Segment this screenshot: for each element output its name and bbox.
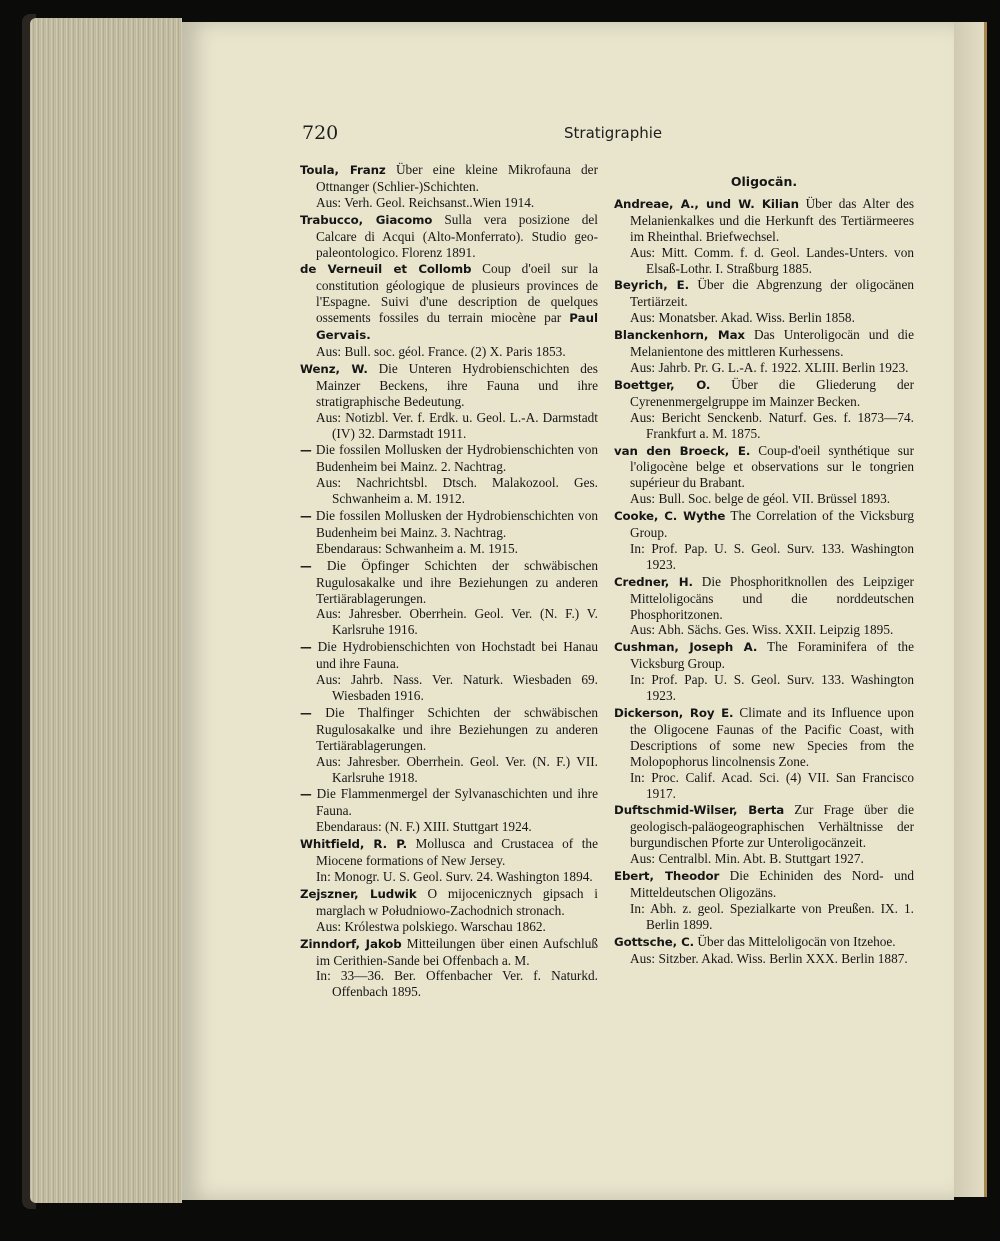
- entry-author: Duftschmid-Wilser, Berta: [614, 803, 785, 818]
- entry-title: Über das Alter des Melanienkalkes und die Herkunft des Tertiärmeeres im Rheinthal. Briefwechsel.: [630, 195, 915, 244]
- entry-source: Aus: Centralbl. Min. Abt. B. Stuttgart 1927.: [630, 851, 864, 867]
- entry-title: Die Öpfinger Schichten der schwäbischen Rugulosakalke und ihre Beziehungen zu anderen Tertiärablagerungen.: [316, 557, 598, 606]
- entry-heading: [300, 361, 598, 410]
- bibliography-entry: [614, 377, 914, 442]
- entry-source: Aus: Notizbl. Ver. f. Erdk. u. Geol. L.-A. Darmstadt (IV) 32. Darmstadt 1911.: [316, 409, 598, 441]
- entry-title: The Correlation of the Vicksburg Group.: [630, 508, 914, 541]
- entry-title: Coup d'oeil sur la constitution géologique de plusieurs provinces de l'Espagne. Suivi d'une description de quelques ossements fossiles du terrain miocène par: [316, 261, 598, 326]
- entry-heading: [300, 508, 598, 541]
- entry-title: Mitteilungen über einen Aufschluß im Cerithien-Sande bei Offenbach a. M.: [316, 935, 599, 968]
- bibliography-entry: [300, 705, 598, 786]
- entry-heading: [300, 639, 598, 672]
- entry-source: Ebendaraus: Schwanheim a. M. 1915.: [316, 540, 518, 556]
- entry-source: In: Monogr. U. S. Geol. Surv. 24. Washington 1894.: [316, 868, 593, 884]
- entry-source: In: Prof. Pap. U. S. Geol. Surv. 133. Washington 1923.: [630, 540, 914, 572]
- entry-author: Cooke, C. Wythe: [614, 509, 726, 524]
- entry-heading: [300, 261, 598, 344]
- bibliography-entry: [614, 508, 914, 573]
- entry-heading: [614, 277, 914, 310]
- right-entries: [614, 196, 914, 967]
- entry-title: Zur Frage über die geologisch-paläogeographischen Verhältnisse der burgundischen Pforte zur Unteroligocänzeit.: [630, 802, 915, 851]
- bibliography-entry: [614, 934, 914, 967]
- entry-source: Aus: Bull. Soc. belge de géol. VII. Brüssel 1893.: [630, 491, 891, 507]
- bibliography-entry: [300, 936, 598, 1001]
- entry-title: Über die Abgrenzung der oligocänen Tertiärzeit.: [630, 277, 914, 310]
- entry-author: Zinndorf, Jakob: [300, 936, 402, 951]
- entry-author: Trabucco, Giacomo: [300, 212, 433, 227]
- bibliography-entry: [300, 639, 598, 704]
- section-heading: Oligocän.: [730, 174, 798, 189]
- entry-heading: [614, 508, 914, 541]
- book-page: [182, 22, 954, 1200]
- bibliography-entry: [300, 162, 598, 211]
- page-number: 720: [302, 122, 339, 144]
- entry-title: Die Unteren Hydrobienschichten des Mainzer Beckens, ihre Fauna und ihre stratigraphische Bedeutung.: [316, 360, 598, 409]
- entry-title-highlight: Paul Gervais.: [316, 311, 599, 343]
- entry-author: Ebert, Theodor: [614, 869, 720, 884]
- entry-heading: [614, 802, 914, 851]
- entry-source: Aus: Nachrichtsbl. Dtsch. Malakozool. Ges. Schwanheim a. M. 1912.: [316, 475, 598, 507]
- entry-author: Gottsche, C.: [614, 934, 695, 949]
- entry-source: Aus: Królestwa polskiego. Warschau 1862.: [316, 918, 546, 934]
- entry-title: O mijocenicznych gipsach i marglach w Południowo-Zachodnich stronach.: [316, 885, 598, 918]
- entry-author: Cushman, Joseph A.: [614, 640, 758, 655]
- entry-heading: [614, 196, 914, 245]
- bibliography-entry: [614, 443, 914, 508]
- entry-title: Über eine kleine Mikrofauna der Ottnanger (Schlier-)Schichten.: [316, 162, 598, 194]
- entry-author: Dickerson, Roy E.: [614, 706, 734, 720]
- entry-title: Mollusca and Crustacea of the Miocene formations of New Jersey.: [316, 836, 598, 869]
- running-title: Stratigraphie: [564, 124, 663, 142]
- entry-title: Coup-d'oeil synthétique sur l'oligocène belge et observations sur le tongrien supérieur du Brabant.: [630, 442, 914, 491]
- facing-page-edge: [954, 22, 987, 1197]
- bibliography-entry: [614, 196, 914, 277]
- entry-author: de Verneuil et Collomb: [300, 262, 472, 277]
- bibliography-entry: [300, 261, 598, 359]
- bibliography-entry: [300, 558, 598, 639]
- bibliography-entry: [300, 886, 598, 935]
- bibliography-entry: [614, 705, 914, 801]
- entry-author: —: [300, 509, 312, 524]
- page-edges: [30, 18, 182, 1203]
- entry-author: Blanckenhorn, Max: [614, 328, 745, 343]
- bibliography-entry: [614, 277, 914, 326]
- bibliography-entry: [300, 836, 598, 885]
- entry-author: Beyrich, E.: [614, 278, 690, 293]
- entry-title: Die Phosphoritknollen des Leipziger Mitteloligocäns und die norddeutschen Phosphoritzonen.: [630, 573, 914, 622]
- entry-heading: [300, 705, 598, 754]
- entry-title: Die fossilen Mollusken der Hydrobienschichten von Budenheim bei Mainz. 2. Nachtrag.: [315, 442, 598, 475]
- entry-title: Climate and its Influence upon the Oligocene Faunas of the Pacific Coast, with Descriptions of some new Species from the Molopophorus lincolnensis Zone.: [630, 705, 914, 769]
- bibliography-entry: [300, 442, 598, 507]
- entry-source: In: Prof. Pap. U. S. Geol. Surv. 133. Washington 1923.: [630, 672, 914, 704]
- entry-source: Aus: Bericht Senckenb. Naturf. Ges. f. 1873—74. Frankfurt a. M. 1875.: [630, 409, 914, 441]
- entry-heading: [300, 558, 598, 607]
- entry-source: Aus: Jahresber. Oberrhein. Geol. Ver. (N. F.) V. Karlsruhe 1916.: [316, 606, 598, 638]
- entry-author: van den Broeck, E.: [614, 443, 751, 458]
- entry-title: The Foraminifera of the Vicksburg Group.: [630, 639, 914, 672]
- entry-source: Ebendaraus: (N. F.) XIII. Stuttgart 1924.: [316, 819, 532, 835]
- entry-heading: [614, 639, 914, 672]
- entry-source: Aus: Mitt. Comm. f. d. Geol. Landes-Unters. von Elsaß-Lothr. I. Straßburg 1885.: [630, 244, 914, 276]
- entry-title: Die Hydrobienschichten von Hochstadt bei Hanau und ihre Fauna.: [316, 639, 598, 672]
- entry-author: —: [300, 705, 312, 720]
- entry-heading: [300, 936, 598, 969]
- entry-heading: [614, 868, 914, 901]
- entry-heading: [614, 377, 914, 410]
- bibliography-entry: [614, 639, 914, 704]
- entry-source: Aus: Jahrb. Nass. Ver. Naturk. Wiesbaden 69. Wiesbaden 1916.: [316, 672, 598, 703]
- bibliography-entry: [300, 786, 598, 835]
- entry-heading: [300, 836, 598, 869]
- entry-heading: [300, 442, 598, 475]
- entry-author: Zejszner, Ludwik: [300, 886, 417, 901]
- bibliography-entry: [614, 868, 914, 933]
- entry-title: Die Thalfinger Schichten der schwäbischen Rugulosakalke und ihre Beziehungen zu anderen Tertiärablagerungen.: [316, 704, 598, 753]
- entry-heading: [614, 327, 914, 360]
- entry-source: In: 33—36. Ber. Offenbacher Ver. f. Naturkd. Offenbach 1895.: [316, 968, 598, 1000]
- entry-source: Aus: Monatsber. Akad. Wiss. Berlin 1858.: [630, 310, 855, 326]
- entry-source: Aus: Sitzber. Akad. Wiss. Berlin XXX. Berlin 1887.: [630, 950, 908, 966]
- entry-heading: [300, 162, 598, 195]
- entry-author: Credner, H.: [614, 574, 693, 589]
- entry-heading: [614, 574, 914, 623]
- entry-author: —: [300, 558, 312, 573]
- entry-source: In: Abh. z. geol. Spezialkarte von Preußen. IX. 1. Berlin 1899.: [630, 900, 914, 932]
- entry-heading: [614, 705, 914, 770]
- entry-title: Die Echiniden des Nord- und Mitteldeutschen Oligozäns.: [630, 868, 914, 900]
- entry-author: Toula, Franz: [300, 163, 386, 177]
- entry-source: Aus: Jahresber. Oberrhein. Geol. Ver. (N. F.) VII. Karlsruhe 1918.: [316, 753, 598, 785]
- entry-author: Boettger, O.: [614, 377, 711, 392]
- running-head: [182, 122, 954, 152]
- bibliography-entry: [614, 327, 914, 376]
- bibliography-entry: [300, 212, 598, 261]
- entry-title: Die fossilen Mollusken der Hydrobienschichten von Budenheim bei Mainz. 3. Nachtrag.: [315, 508, 598, 540]
- entry-heading: [614, 934, 914, 951]
- entry-title: Sulla vera posizione del Calcare di Acqui (Alto-Monferrato). Studio geo-paleontologico. Florenz 1891.: [316, 211, 598, 260]
- right-column: [614, 174, 914, 968]
- entry-source: In: Proc. Calif. Acad. Sci. (4) VII. San Francisco 1917.: [630, 769, 914, 801]
- entry-heading: [300, 886, 598, 919]
- entry-heading: [300, 786, 598, 819]
- entry-author: Wenz, W.: [300, 361, 368, 376]
- bibliography-entry: [300, 361, 598, 442]
- entry-source: Aus: Bull. soc. géol. France. (2) X. Paris 1853.: [316, 343, 566, 359]
- entry-title: Die Flammenmergel der Sylvanaschichten und ihre Fauna.: [316, 786, 599, 819]
- entry-author: Andreae, A., und W. Kilian: [614, 196, 799, 211]
- bibliography-entry: [614, 802, 914, 867]
- entry-source: Aus: Verh. Geol. Reichsanst..Wien 1914.: [316, 194, 535, 210]
- entry-author: Whitfield, R. P.: [300, 837, 407, 852]
- entry-title: Über das Mitteloligocän von Itzehoe.: [697, 933, 896, 949]
- bibliography-entry: [614, 574, 914, 639]
- left-column: [300, 162, 598, 1001]
- entry-source: Aus: Abh. Sächs. Ges. Wiss. XXII. Leipzig 1895.: [630, 622, 894, 638]
- entry-author: —: [300, 640, 312, 655]
- bibliography-entry: [300, 508, 598, 557]
- entry-author: —: [300, 443, 312, 458]
- entry-heading: [300, 212, 598, 261]
- entry-author: —: [300, 787, 312, 802]
- entry-heading: [614, 443, 914, 492]
- entry-source: Aus: Jahrb. Pr. G. L.-A. f. 1922. XLIII. Berlin 1923.: [630, 359, 909, 375]
- entry-title: Über die Gliederung der Cyrenenmergelgruppe im Mainzer Becken.: [630, 376, 914, 409]
- entry-title: Das Unteroligocän und die Melanientone des mittleren Kurhessens.: [630, 327, 915, 360]
